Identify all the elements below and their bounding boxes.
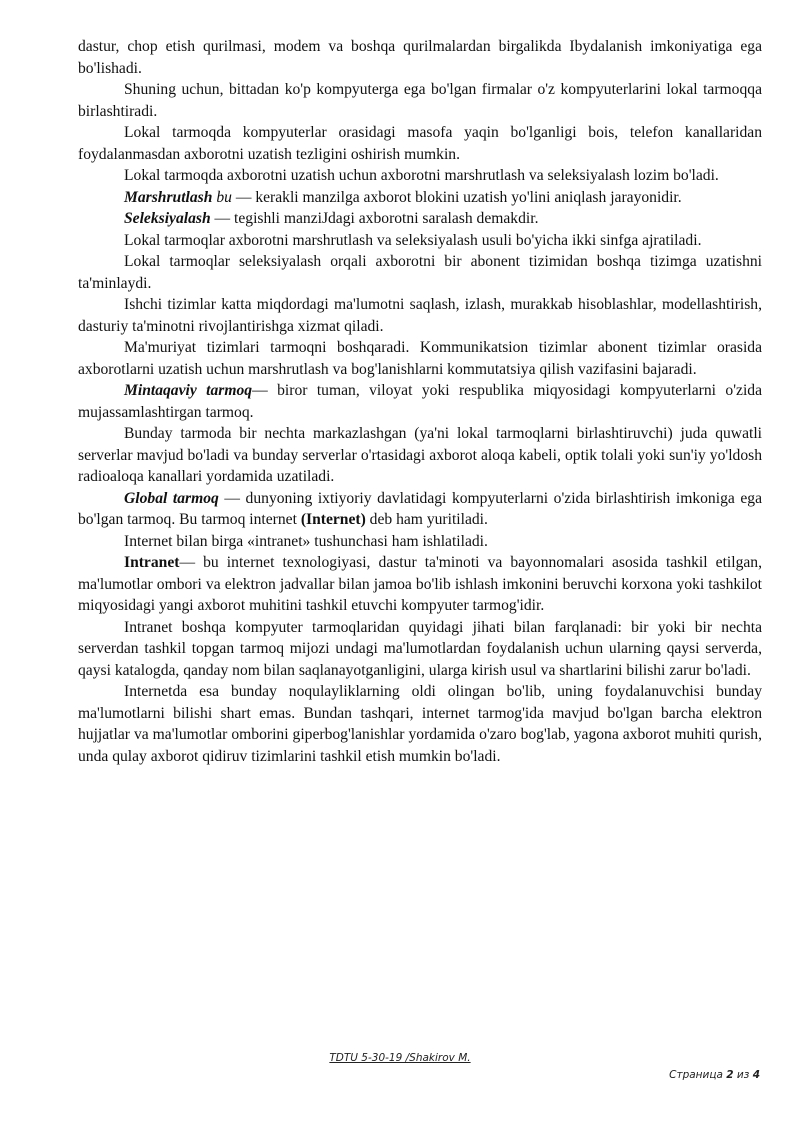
term-mintaqaviy-tarmoq: Mintaqaviy tarmoq [124, 382, 253, 399]
term-internet: (Internet) [300, 511, 366, 528]
paragraph: Mintaqaviy tarmoq— biror tuman, viloyat yoki respublika miqyosidagi kompyuterlarni o'zida mujassamlashtirgan tarmoq. [78, 382, 762, 421]
body-text [78, 36, 762, 767]
paragraph: Seleksiyalash — tegishli manziJdagi axborotni saralash demakdir. [124, 210, 539, 227]
paragraph: Shuning uchun, bittadan ko'p kompyuterga ega bo'lgan firmalar o'z kompyuterlarini lokal tarmoqqa birlashtiradi. [78, 81, 762, 120]
paragraph: Bunday tarmoda bir nechta markazlashgan (ya'ni lokal tarmoqlarni birlashtiruvchi) juda quwatli serverlar mavjud bo'ladi va bunday serverlar o'rtasidagi axborot aloqa kabeli, optik tolali yoki sun'iy yo'ldosh radioaloqa kanallari yordamida uzatiladi. [78, 425, 762, 485]
footer-author: TDTU 5-30-19 /Shakirov M. [329, 1052, 471, 1064]
paragraph: Lokal tarmoqlar seleksiyalash orqali axborotni bir abonent tizimidan boshqa tizimga uzatishni ta'minlaydi. [78, 253, 762, 292]
paragraph: Intranet boshqa kompyuter tarmoqlaridan quyidagi jihati bilan farqlanadi: bir yoki bir nechta serverdan tashkil topgan tarmoq mijozi undagi ma'lumotlardan foydalanish uchun ularning qaysi serverda, qaysi katalogda, qanday nom bilan saqlanayotganligini, ularga kirish usul va shartlarini bilishi zarur bo'ladi. [78, 618, 762, 679]
term-marshrutlash: Marshrutlash [124, 188, 213, 206]
paragraph: Ma'muriyat tizimlari tarmoqni boshqaradi. Kommunikatsion tizimlar abonent tizimlar orasida axborotlarni uzatish uchun marshrutlash va bog'lanishlarni kommutatsiya qilish vazifasini bajaradi. [78, 339, 762, 378]
term-global-tarmoq: Global tarmoq [124, 489, 219, 507]
paragraph: Global tarmoq — dunyoning ixtiyoriy davlatidagi kompyuterlarni o'zida birlashtirish imkoniga ega bo'lgan tarmoq. Bu tarmoq internet (Internet) deb ham yuritiladi. [78, 489, 762, 528]
page-number: Страница 2 из 4 [669, 1069, 760, 1081]
paragraph: Intranet— bu internet texnologiyasi, dastur ta'minoti va bayonnomalari asosida tashkil etilgan, ma'lumotlar ombori va elektron jadvallar bilan jamoa bo'lib ishlash imkonini beruvchi korxona yoki tashkilot miqyosidagi yangi axborot muhitini tashkil etuvchi kompyuter tarmog'idir. [78, 554, 762, 614]
term-seleksiyalash: Seleksiyalash [124, 210, 211, 227]
paragraph: Lokal tarmoqda axborotni uzatish uchun axborotni marshrutlash va seleksiyalash lozim bo'ladi. [124, 167, 719, 184]
paragraph: Lokal tarmoqlar axborotni marshrutlash va seleksiyalash usuli bo'yicha ikki sinfga ajratiladi. [124, 231, 702, 249]
term-intranet: Intranet [124, 554, 180, 571]
paragraph: Marshrutlash bu — kerakli manzilga axborot blokini uzatish yo'lini aniqlash jarayonidir. [124, 188, 682, 206]
paragraph: Ishchi tizimlar katta miqdordagi ma'lumotni saqlash, izlash, murakkab hisoblashlar, modellashtirish, dasturiy ta'minotni rivojlantirishga xizmat qiladi. [78, 296, 762, 335]
paragraph: Internet bilan birga «intranet» tushunchasi ham ishlatiladi. [124, 532, 488, 550]
paragraph: Internetda esa bunday noqulayliklarning oldi olingan bo'lib, uning foydalanuvchisi bunday ma'lumotlarni bilishi shart emas. Bundan tashqari, internet tarmog'ida mavjud bo'lgan barcha elektron hujjatlar va ma'lumotlar omborini giperbog'lanishlar yordamida o'zaro bog'lab, yagona axborot muhiti qurish, unda qulay axborot qidiruv tizimlarini tashkil etish mumkin bo'ladi. [78, 683, 762, 765]
paragraph: dastur, chop etish qurilmasi, modem va boshqa qurilmalardan birgalikda Ibydalanish imkoniyatiga ega bo'lishadi. [78, 38, 762, 77]
paragraph: Lokal tarmoqda kompyuterlar orasidagi masofa yaqin bo'lganligi bois, telefon kanallaridan foydalanmasdan axborotni uzatish tezligini oshirish mumkin. [78, 124, 762, 163]
